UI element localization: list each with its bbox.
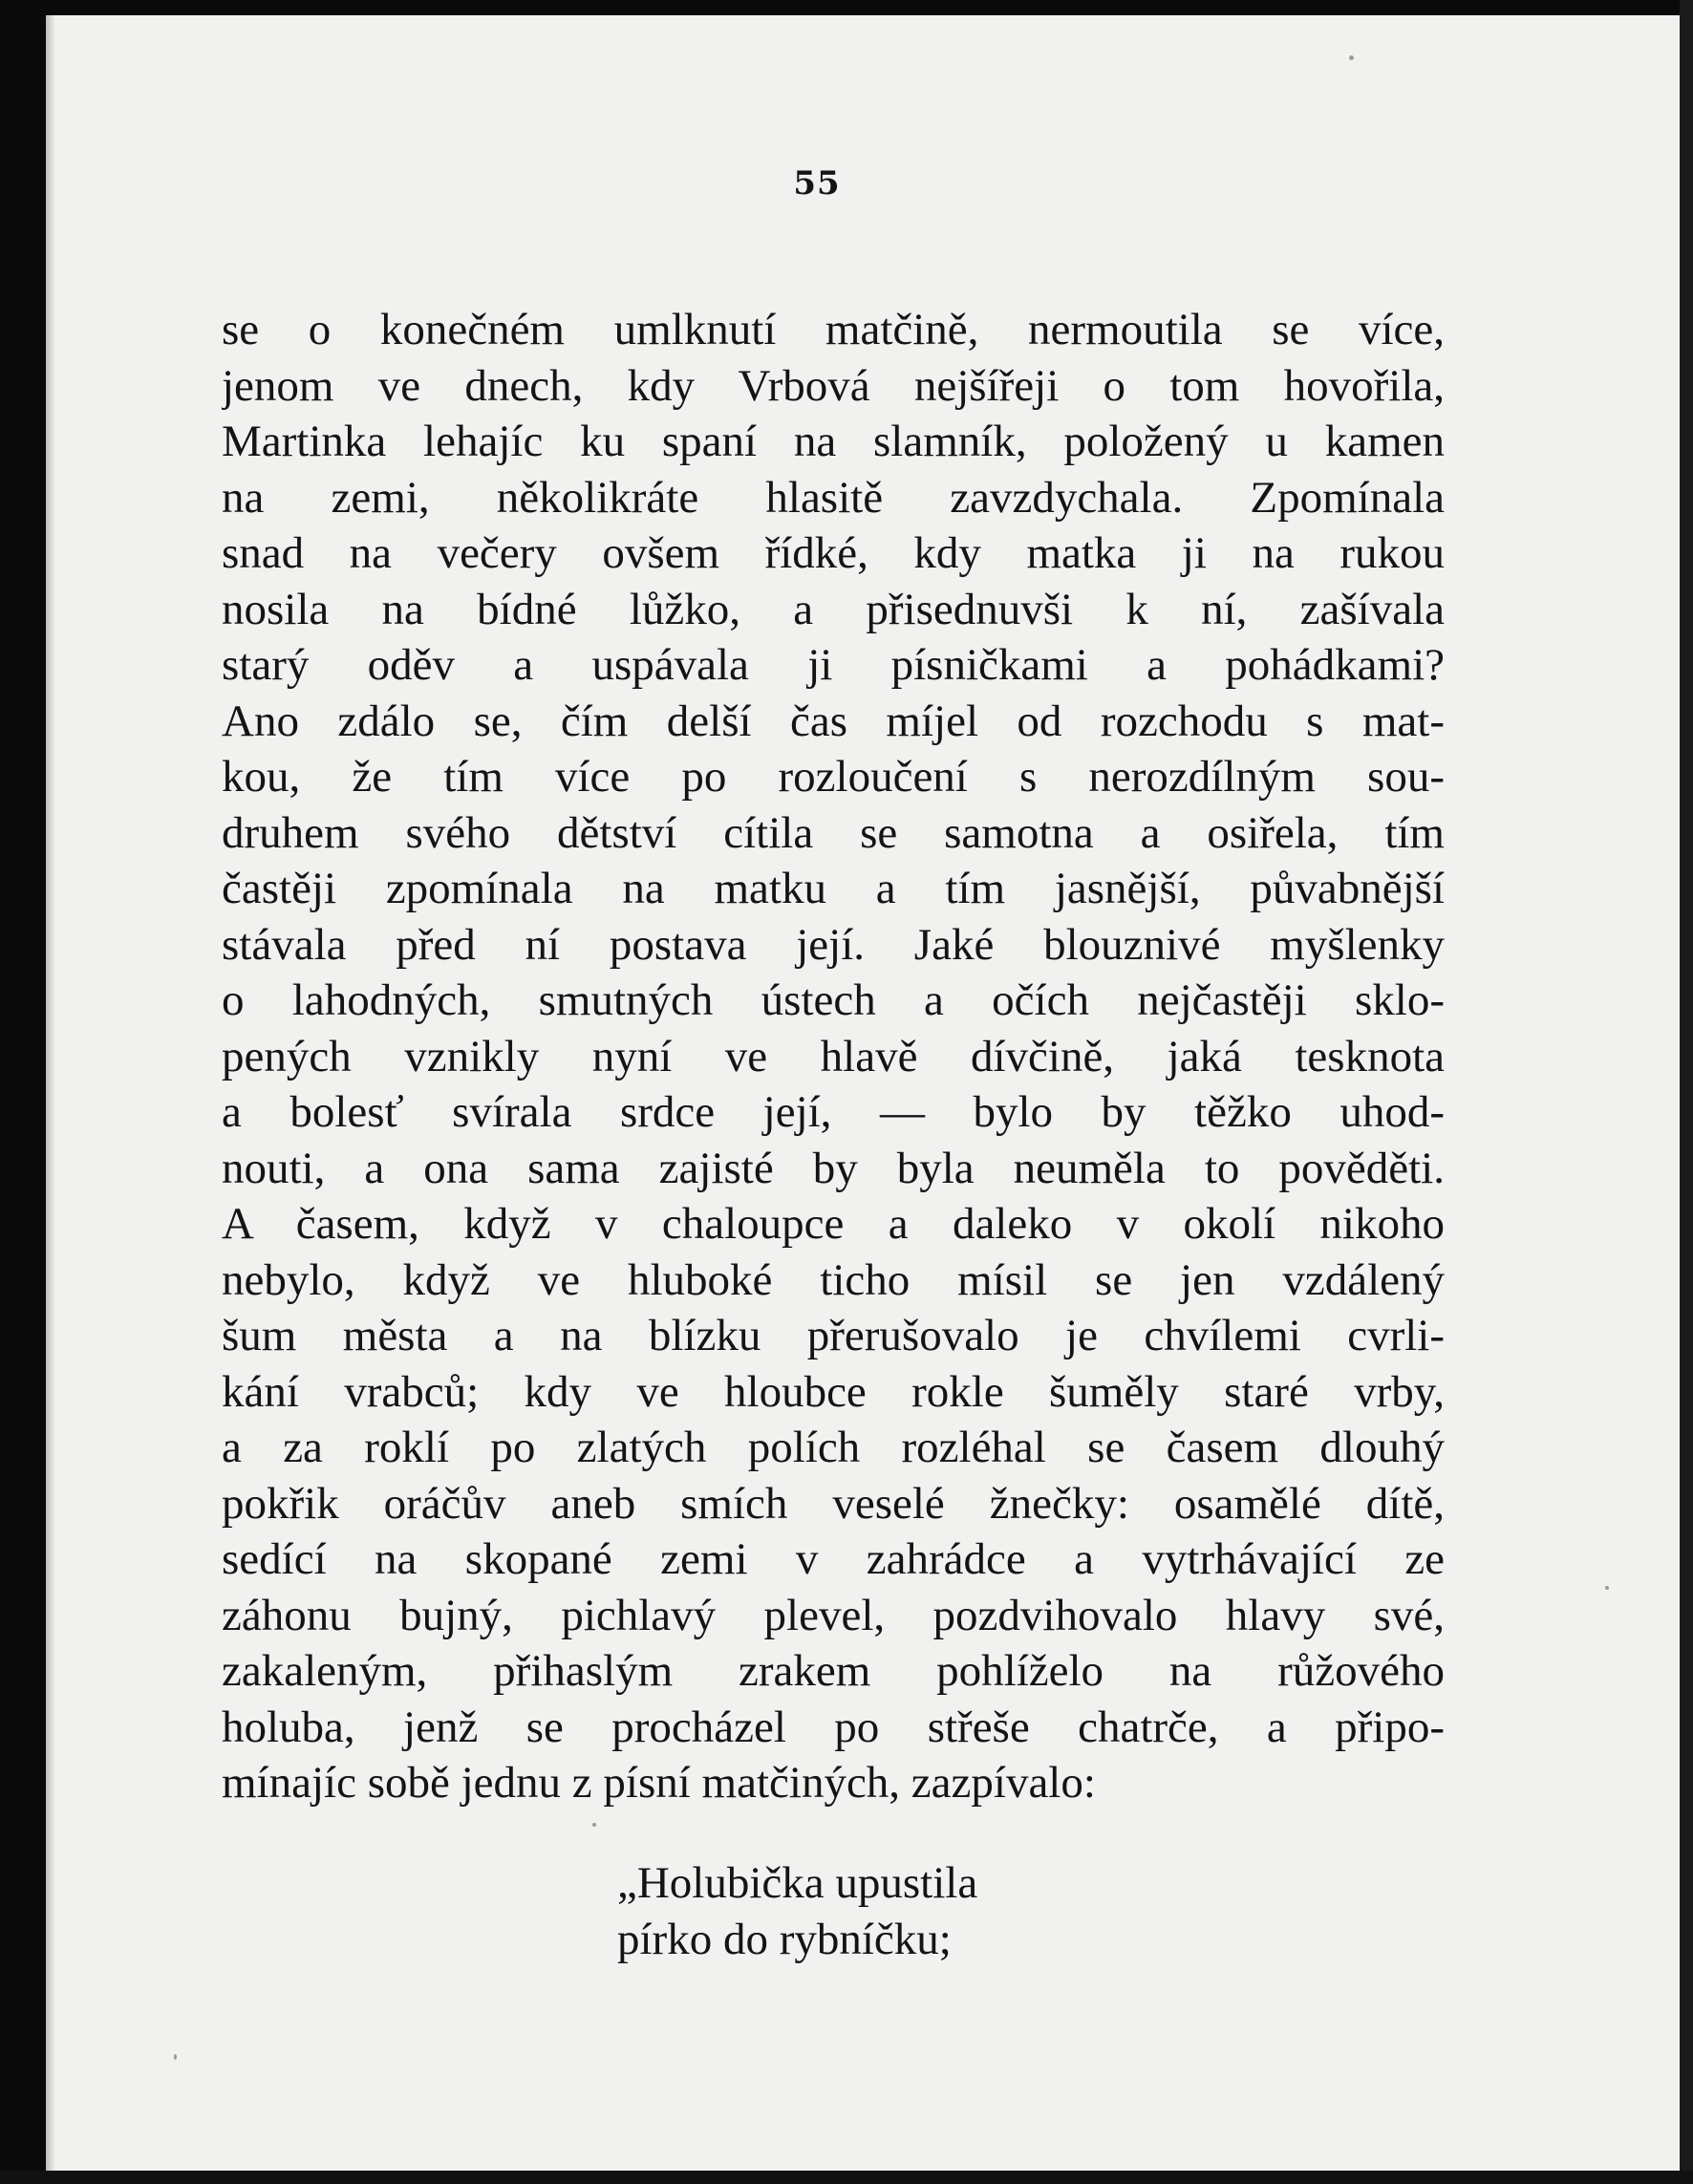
- scan-border-top: [0, 0, 1693, 15]
- text-line: nebylo, když ve hluboké ticho mísil se jen vzdálený: [222, 1254, 1445, 1305]
- verse-line: pírko do rybníčku;: [617, 1914, 952, 1964]
- verse: [617, 1855, 1382, 1967]
- text-line: kou, že tím více po rozloučení s nerozdílným sou-: [222, 752, 1445, 802]
- text-line: šum města a na blízku přerušovalo je chvílemi cvrli-: [222, 1311, 1445, 1360]
- text-line: zakaleným, přihaslým zrakem pohlíželo na růžového: [222, 1646, 1445, 1696]
- scan-border-left: [0, 0, 46, 2184]
- paper-speck: [174, 2054, 177, 2060]
- text-line: jenom ve dnech, kdy Vrbová nejšířeji o tom hovořila,: [222, 360, 1445, 411]
- paper-speck: [1349, 55, 1354, 60]
- text-line: na zemi, několikráte hlasitě zavzdychala. Zpomínala: [222, 472, 1445, 523]
- text-line: kání vrabců; kdy ve hloubce rokle šuměly staré vrby,: [222, 1366, 1445, 1417]
- text-line: a bolesť svírala srdce její, — bylo by těžko uhod-: [222, 1087, 1445, 1137]
- scan-border-bottom: [0, 2171, 1693, 2184]
- paper-speck: [592, 1823, 596, 1827]
- text-line: mínajíc sobě jednu z písní matčiných, zazpívalo:: [222, 1758, 1096, 1808]
- text-line: o lahodných, smutných ústech a očích nejčastěji sklo-: [222, 975, 1445, 1025]
- text-line: se o konečném umlknutí matčině, nermoutila se více,: [222, 305, 1445, 354]
- scan-border-right: [1680, 0, 1693, 2184]
- text-line: častěji zpomínala na matku a tím jasnější, půvabnější: [222, 864, 1445, 913]
- text-line: nouti, a ona sama zajisté by byla neuměla to pověděti.: [222, 1143, 1445, 1193]
- text-line: holuba, jenž se procházel po střeše chatrče, a připo-: [222, 1702, 1445, 1752]
- text-line: druhem svého dětství cítila se samotna a osiřela, tím: [222, 807, 1445, 858]
- text-line: pokřik oráčův aneb smích veselé žnečky: osamělé dítě,: [222, 1478, 1445, 1529]
- body-text: [222, 302, 1445, 1811]
- text-line: a za roklí po zlatých polích rozléhal se časem dlouhý: [222, 1423, 1445, 1472]
- text-line: snad na večery ovšem řídké, kdy matka ji na rukou: [222, 528, 1445, 578]
- text-line: Ano zdálo se, čím delší čas míjel od rozchodu s mat-: [222, 696, 1445, 746]
- text-line: nosila na bídné lůžko, a přisednuvši k ní, zašívala: [222, 584, 1445, 634]
- text-line: starý oděv a uspávala ji písničkami a pohádkami?: [222, 640, 1445, 690]
- text-line: sedící na skopané zemi v zahrádce a vytrhávající ze: [222, 1534, 1445, 1584]
- page-number: 55: [793, 164, 841, 203]
- text-line: pených vznikly nyní ve hlavě dívčině, jaká tesknota: [222, 1031, 1445, 1081]
- page-edge-shadow: [46, 15, 55, 2171]
- text-line: Martinka lehajíc ku spaní na slamník, položený u kamen: [222, 417, 1445, 466]
- verse-line: „Holubička upustila: [617, 1858, 978, 1908]
- text-line: A časem, když v chaloupce a daleko v okolí nikoho: [222, 1199, 1445, 1249]
- paper-speck: [1605, 1586, 1609, 1590]
- text-line: stávala před ní postava její. Jaké blouznivé myšlenky: [222, 919, 1445, 970]
- text-line: záhonu bujný, pichlavý plevel, pozdvihovalo hlavy své,: [222, 1590, 1445, 1640]
